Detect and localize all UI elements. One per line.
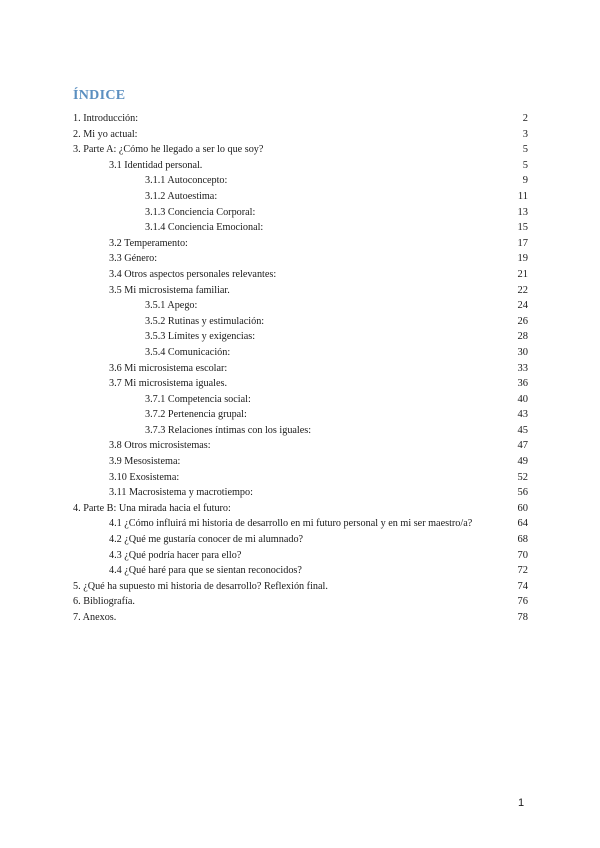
toc-entry-page: 64: [517, 518, 528, 530]
toc-entry-label: 3.7.2 Pertenencia grupal:: [145, 409, 247, 421]
toc-entry-page: 5: [522, 159, 528, 171]
toc-entry[interactable]: [73, 501, 528, 517]
toc-entry[interactable]: [73, 376, 528, 392]
toc-entry-label: 3.4 Otros aspectos personales relevantes:: [109, 268, 277, 280]
toc-entry-label: 3.10 Exosistema:: [109, 471, 180, 483]
toc-entry-page: 17: [517, 237, 528, 249]
toc-entry-page: 72: [517, 565, 528, 577]
table-of-contents: [73, 111, 528, 626]
toc-entry[interactable]: [73, 392, 528, 408]
toc-entry-page: 9: [522, 175, 528, 187]
toc-entry-label: 3.2 Temperamento:: [109, 237, 188, 249]
toc-entry[interactable]: [73, 267, 528, 283]
toc-entry-page: 45: [517, 424, 528, 436]
toc-entry[interactable]: [73, 485, 528, 501]
toc-entry-label: 3.1.1 Autoconcepto:: [145, 175, 228, 187]
toc-entry[interactable]: [73, 594, 528, 610]
toc-entry[interactable]: [73, 142, 528, 158]
toc-entry[interactable]: [73, 298, 528, 314]
toc-entry-page: 70: [517, 549, 528, 561]
toc-entry[interactable]: [73, 407, 528, 423]
toc-entry-label: 4.1 ¿Cómo influirá mi historia de desarrollo en mi futuro personal y en mi ser maestro/a?: [109, 518, 473, 530]
toc-entry-page: 60: [517, 502, 528, 514]
toc-entry-label: 7. Anexos.: [73, 612, 117, 623]
toc-entry-page: 40: [517, 393, 528, 405]
toc-entry-page: 28: [517, 331, 528, 343]
toc-entry-page: 19: [517, 253, 528, 265]
toc-entry-label: 3.1.4 Conciencia Emocional:: [145, 222, 264, 234]
toc-entry-label: 3. Parte A: ¿Cómo he llegado a ser lo que soy?: [73, 144, 264, 156]
toc-entry-label: 3.7 Mi microsistema iguales.: [109, 378, 227, 390]
toc-entry-page: 22: [517, 284, 528, 296]
toc-entry[interactable]: [73, 454, 528, 470]
toc-entry[interactable]: [73, 345, 528, 361]
toc-entry-page: 5: [522, 144, 528, 156]
toc-entry[interactable]: [73, 111, 528, 127]
toc-entry[interactable]: [73, 314, 528, 330]
toc-entry-page: 78: [517, 612, 528, 623]
toc-entry-label: 3.1.3 Conciencia Corporal:: [145, 206, 256, 218]
toc-entry-page: 43: [517, 409, 528, 421]
toc-entry-label: 3.1.2 Autoestima:: [145, 190, 218, 202]
toc-entry[interactable]: [73, 423, 528, 439]
toc-entry[interactable]: [73, 173, 528, 189]
toc-entry[interactable]: [73, 438, 528, 454]
toc-entry[interactable]: [73, 220, 528, 236]
toc-entry-label: 4. Parte B: Una mirada hacia el futuro:: [73, 502, 231, 514]
toc-entry[interactable]: [73, 158, 528, 174]
toc-entry-label: 3.7.1 Competencia social:: [145, 393, 251, 405]
toc-entry-label: 4.2 ¿Qué me gustaría conocer de mi alumnado?: [109, 534, 304, 546]
toc-entry-label: 3.5 Mi microsistema familiar.: [109, 284, 230, 296]
toc-entry-page: 49: [517, 456, 528, 468]
page-title: ÍNDICE: [73, 88, 126, 103]
toc-entry[interactable]: [73, 127, 528, 143]
toc-entry-label: 3.5.1 Apego:: [145, 300, 198, 312]
toc-entry-label: 3.3 Género:: [109, 253, 158, 265]
toc-entry[interactable]: [73, 516, 528, 532]
toc-entry-page: 52: [517, 471, 528, 483]
toc-entry[interactable]: [73, 236, 528, 252]
toc-entry-page: 24: [517, 300, 528, 312]
toc-entry-label: 3.7.3 Relaciones íntimas con los iguales:: [145, 424, 312, 436]
toc-entry[interactable]: [73, 579, 528, 595]
toc-entry[interactable]: [73, 610, 528, 626]
toc-entry-label: 3.11 Macrosistema y macrotiempo:: [109, 487, 253, 499]
toc-entry-label: 3.5.3 Límites y exigencias:: [145, 331, 256, 343]
toc-entry-page: 21: [517, 268, 528, 280]
toc-entry[interactable]: [73, 283, 528, 299]
toc-entry-page: 11: [517, 190, 528, 202]
toc-entry[interactable]: [73, 205, 528, 221]
toc-entry-page: 2: [522, 113, 528, 124]
toc-entry-label: 3.5.2 Rutinas y estimulación:: [145, 315, 265, 327]
toc-entry-page: 74: [517, 580, 528, 592]
toc-entry[interactable]: [73, 532, 528, 548]
toc-entry-page: 3: [522, 128, 528, 140]
toc-entry-page: 15: [517, 222, 528, 234]
toc-entry[interactable]: [73, 548, 528, 564]
toc-entry[interactable]: [73, 189, 528, 205]
toc-entry-label: 3.5.4 Comunicación:: [145, 346, 231, 358]
toc-entry-page: 76: [517, 596, 528, 608]
toc-entry-page: 26: [517, 315, 528, 327]
toc-entry[interactable]: [73, 329, 528, 345]
toc-entry-label: 3.1 Identidad personal.: [109, 159, 203, 171]
toc-entry-page: 56: [517, 487, 528, 499]
toc-entry[interactable]: [73, 563, 528, 579]
toc-entry-label: 3.6 Mi microsistema escolar:: [109, 362, 228, 374]
toc-entry-label: 3.9 Mesosistema:: [109, 456, 181, 468]
toc-entry-page: 36: [517, 378, 528, 390]
toc-entry-page: 68: [517, 534, 528, 546]
toc-entry-label: 4.4 ¿Qué haré para que se sientan reconocidos?: [109, 565, 302, 577]
toc-entry-page: 30: [517, 346, 528, 358]
toc-entry-page: 13: [517, 206, 528, 218]
toc-entry[interactable]: [73, 470, 528, 486]
toc-entry-page: 33: [517, 362, 528, 374]
toc-entry-page: 47: [517, 440, 528, 452]
toc-entry-label: 1. Introducción:: [73, 113, 139, 124]
toc-entry-label: 4.3 ¿Qué podría hacer para ello?: [109, 549, 242, 561]
toc-entry[interactable]: [73, 251, 528, 267]
toc-entry-label: 2. Mi yo actual:: [73, 128, 138, 140]
toc-entry[interactable]: [73, 361, 528, 377]
toc-entry-label: 6. Bibliografía.: [73, 596, 135, 608]
toc-entry-label: 5. ¿Qué ha supuesto mi historia de desarrollo? Reflexión final.: [73, 580, 328, 592]
page-number: 1: [518, 797, 525, 809]
toc-entry-label: 3.8 Otros microsistemas:: [109, 440, 211, 452]
